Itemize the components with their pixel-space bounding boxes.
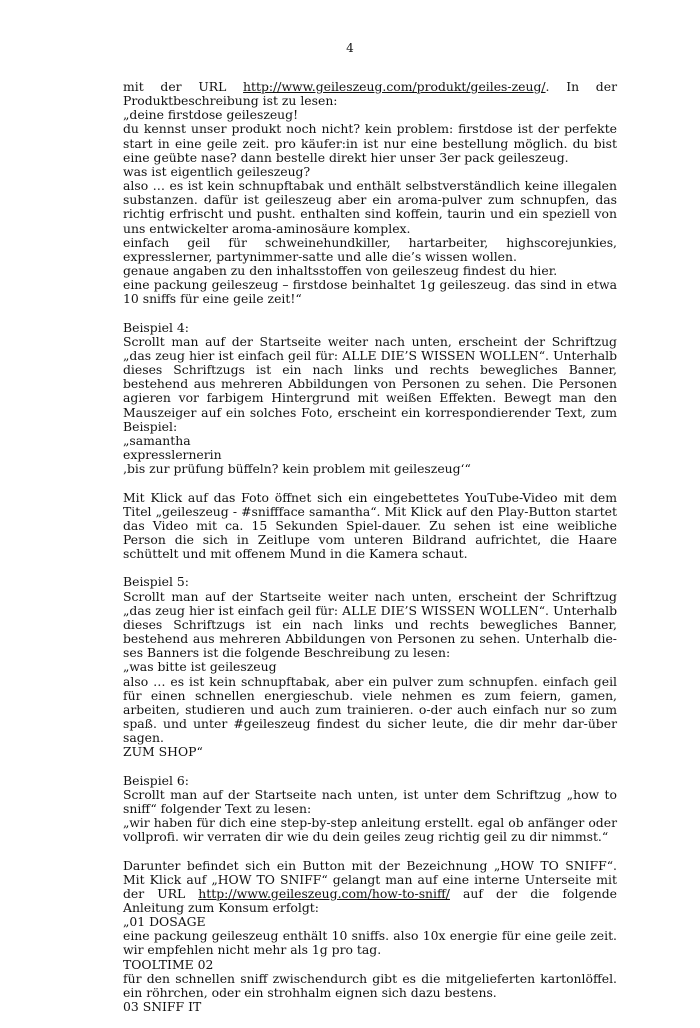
paragraph-beispiel-5: [123, 575, 617, 759]
text-line: [123, 80, 617, 108]
paragraph-video: [123, 491, 617, 562]
text-segment: Darunter befindet sich ein Button mit der Bezeichnung „HOW TO SNIFF“. Mit Klick auf „HOW TO SNIFF“ gelangt man auf eine interne Unterseite mit der URL: [123, 857, 617, 901]
paragraph-intro: [123, 80, 617, 307]
text-line: Scrollt man auf der Startseite weiter nach unten, erscheint der Schriftzug „das zeug hier ist einfach geil für: ALLE DIE’S WISSEN WOLLEN“. Unterhalb dieses Schriftzugs ist ein nach links und rechts bewegliches Banner, bestehend aus mehreren Abbildungen von Personen zu sehen. Unterhalb die-ses Banners ist die folgende Beschreibung zu lesen:: [123, 588, 617, 661]
document-body: [123, 80, 617, 1028]
text-line: „01 DOSAGE: [123, 914, 206, 930]
text-line: Beispiel 5:: [123, 574, 189, 590]
url-link[interactable]: http://www.geileszeug.com/how-to-sniff/: [198, 885, 450, 901]
paragraph-beispiel-6: [123, 774, 617, 845]
text-line: also … es ist kein schnupftabak und enthält selbstverständlich keine illegalen substanzen. dafür ist geileszeug aber ein aroma-pulver zum schnupfen, das richtig erfrischt und pusht. enthalten sind koffein, taurin und ein speziell von uns entwickelter aroma-aminosäure komplex.: [123, 178, 617, 236]
text-line: einfach geil für schweinehundkiller, hartarbeiter, highscorejunkies, expresslerner, partynimmer-satte und alle die’s wissen wollen.: [123, 234, 617, 264]
text-line: du kennst unser produkt noch nicht? kein problem: firstdose ist der perfekte start in eine geile zeit. pro käufer:in ist nur eine bestellung möglich. du bist eine geübte nase? dann bestelle direkt hier unser 3er pack geileszeug.: [123, 121, 617, 165]
text-line: eine packung geileszeug – firstdose beinhaltet 1g geileszeug. das sind in etwa 10 sniffs für eine geile zeit!“: [123, 277, 617, 307]
text-line: „was bitte ist geileszeug: [123, 659, 277, 675]
text-line: „deine firstdose geileszeug!: [123, 107, 299, 123]
text-line: eine packung geileszeug enthält 10 sniffs. also 10x energie für eine geile zeit. wir empfehlen nicht mehr als 1g pro tag.: [123, 928, 617, 958]
paragraph-how-to: [123, 859, 617, 1015]
text-line: „wir haben für dich eine step-by-step anleitung erstellt. egal ob anfänger oder vollprofi. wir verraten dir wie du dein geiles zeug richtig geil zu dir nimmst.“: [123, 815, 617, 845]
page-number: 4: [346, 41, 354, 55]
text-line: „samantha: [123, 432, 191, 448]
text-line: Scrollt man auf der Startseite weiter nach unten, erscheint der Schriftzug „das zeug hier ist einfach geil für: ALLE DIE’S WISSEN WOLLEN“. Unterhalb dieses Schriftzugs ist ein nach links und rechts bewegliches Banner, bestehend aus mehreren Abbildungen von Personen zu sehen. Die Personen agieren vor farbigem Hintergrund mit weißen Effekten. Bewegt man den Mauszeiger auf ein solches Foto, erscheint ein korrespondierender Text, zum Beispiel:: [123, 333, 617, 434]
text-segment: . In der Produktbeschreibung ist zu lesen:: [123, 79, 617, 109]
text-line: für den schnellen sniff zwischendurch gibt es die mitgelieferten kartonlöffel. ein röhrchen, oder ein strohhalm eignen sich dazu bestens.: [123, 970, 617, 1000]
text-line: was ist eigentlich geileszeug?: [123, 163, 311, 179]
text-line: Scrollt man auf der Startseite nach unten, ist unter dem Schriftzug „how to sniff“ folgender Text zu lesen:: [123, 786, 617, 816]
url-link[interactable]: http://www.geileszeug.com/produkt/geiles-zeug/: [243, 79, 546, 94]
text-segment: mit der URL: [123, 79, 244, 94]
text-line: ‚bis zur prüfung büffeln? kein problem mit geileszeug‘“: [123, 461, 471, 477]
text-line: Beispiel 4:: [123, 319, 189, 335]
paragraph-beispiel-4: [123, 321, 617, 477]
text-line: genaue angaben zu den inhaltsstoffen von geileszeug findest du hier.: [123, 263, 558, 279]
text-line: ZUM SHOP“: [123, 744, 203, 760]
text-line: Beispiel 6:: [123, 772, 189, 788]
text-line: 03 SNIFF IT: [123, 999, 202, 1015]
text-line: [123, 859, 617, 916]
text-line: also … es ist kein schnupftabak, aber ein pulver zum schnupfen. einfach geil für einen schnellen energieschub. viele nehmen es zum feiern, gamen, arbeiten, studieren und auch zum trainieren. o-der auch einfach nur so zum spaß. und unter #geileszeug findest du sicher leute, die dir mehr dar-über sagen.: [123, 673, 617, 746]
text-line: expresslernerin: [123, 447, 222, 463]
text-line: Mit Klick auf das Foto öffnet sich ein eingebettetes YouTube-Video mit dem Titel „geileszeug - #sniffface samantha“. Mit Klick auf den Play-Button startet das Video mit ca. 15 Sekunden Spiel-dauer. Zu sehen ist eine weibliche Person die sich in Zeitlupe vom unteren Bildrand aufrichtet, die Haare schüttelt und mit offenem Mund in die Kamera schaut.: [123, 489, 617, 562]
text-line: TOOLTIME 02: [123, 956, 214, 972]
text-segment: auf der die folgende Anleitung zum Konsum erfolgt:: [123, 885, 617, 915]
